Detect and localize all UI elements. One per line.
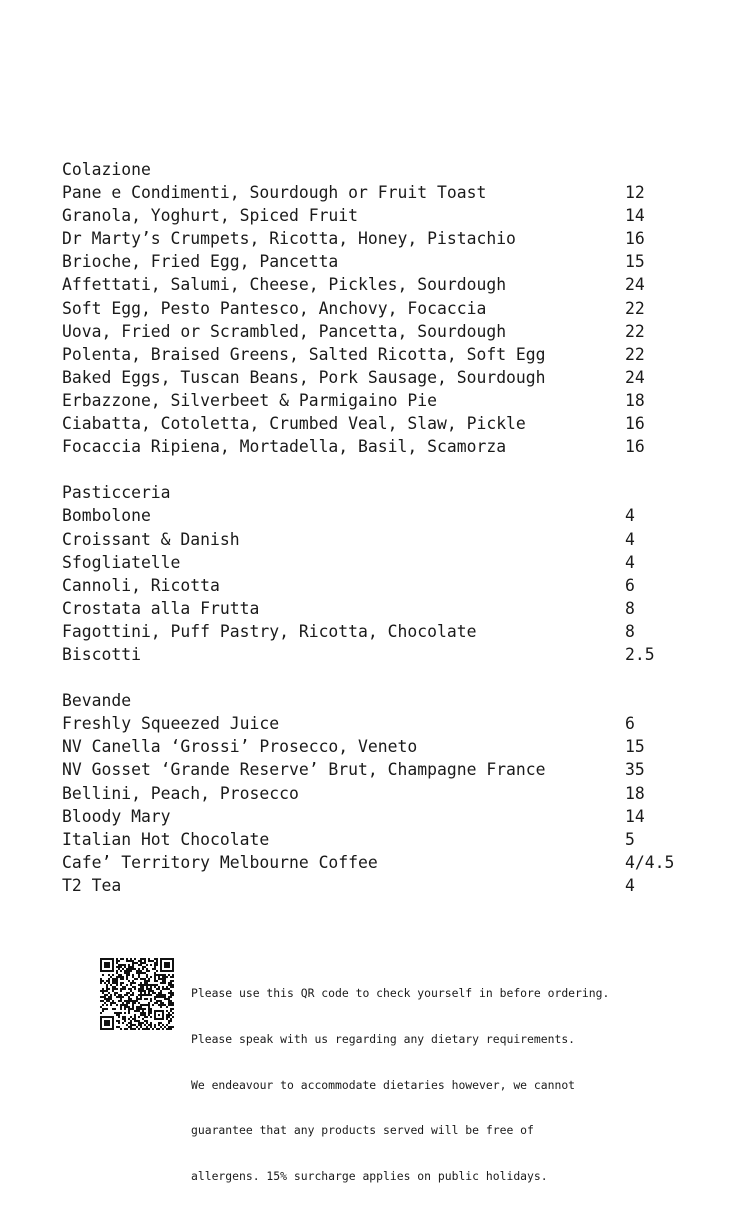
item-name: Brioche, Fried Egg, Pancetta (62, 252, 339, 272)
item-price: 22 (625, 344, 645, 364)
item-name: Dr Marty’s Crumpets, Ricotta, Honey, Pistachio (62, 229, 516, 249)
menu-item (62, 712, 702, 735)
section-title: Pasticceria (62, 483, 171, 503)
item-price: 8 (625, 621, 635, 641)
item-name: Bloody Mary (62, 806, 171, 826)
footer-line: guarantee that any products served will be free of (191, 1123, 534, 1138)
item-name: Erbazzone, Silverbeet & Parmigaino Pie (62, 390, 437, 410)
footer-line: allergens. 15% surcharge applies on public holidays. (191, 1168, 548, 1183)
menu-item (62, 204, 702, 227)
item-price: 4/4.5 (625, 852, 675, 872)
item-price: 22 (625, 298, 645, 318)
menu-item (62, 528, 702, 551)
menu-item (62, 782, 702, 805)
item-price: 24 (625, 275, 645, 295)
menu (62, 158, 702, 920)
item-price: 4 (625, 875, 635, 895)
item-price: 5 (625, 829, 635, 849)
menu-item (62, 297, 702, 320)
item-price: 6 (625, 575, 635, 595)
item-price: 6 (625, 714, 635, 734)
item-name: Biscotti (62, 644, 141, 664)
item-name: Ciabatta, Cotoletta, Crumbed Veal, Slaw, Pickle (62, 414, 526, 434)
section-colazione (62, 158, 702, 458)
menu-item (62, 366, 702, 389)
item-name: Bellini, Peach, Prosecco (62, 783, 299, 803)
item-name: Affettati, Salumi, Cheese, Pickles, Sourdough (62, 275, 507, 295)
item-price: 4 (625, 529, 635, 549)
item-name: Pane e Condimenti, Sourdough or Fruit Toast (62, 183, 487, 203)
section-bevande (62, 689, 702, 897)
menu-item (62, 320, 702, 343)
item-name: T2 Tea (62, 875, 122, 895)
footer-note (191, 956, 711, 1214)
item-price: 15 (625, 252, 645, 272)
item-price: 4 (625, 506, 635, 526)
menu-item (62, 504, 702, 527)
item-price: 18 (625, 783, 645, 803)
menu-item (62, 435, 702, 458)
menu-item (62, 574, 702, 597)
item-name: Fagottini, Puff Pastry, Ricotta, Chocolate (62, 621, 477, 641)
item-name: Crostata alla Frutta (62, 598, 260, 618)
item-price: 15 (625, 737, 645, 757)
footer-line: Please speak with us regarding any dietary requirements. (191, 1032, 576, 1046)
item-price: 12 (625, 183, 645, 203)
item-name: Soft Egg, Pesto Pantesco, Anchovy, Focaccia (62, 298, 487, 318)
menu-item (62, 828, 702, 851)
item-name: Cafe’ Territory Melbourne Coffee (62, 852, 378, 872)
section-title: Colazione (62, 160, 151, 179)
menu-item (62, 851, 702, 874)
menu-item (62, 273, 702, 296)
item-price: 24 (625, 367, 645, 387)
qr-code-icon[interactable] (100, 958, 174, 1030)
footer (100, 956, 700, 1183)
item-price: 22 (625, 321, 645, 341)
menu-item (62, 343, 702, 366)
item-name: NV Canella ‘Grossi’ Prosecco, Veneto (62, 737, 418, 757)
item-name: Polenta, Braised Greens, Salted Ricotta, Soft Egg (62, 344, 546, 364)
item-name: Focaccia Ripiena, Mortadella, Basil, Scamorza (62, 437, 507, 457)
menu-item (62, 551, 702, 574)
item-price: 35 (625, 760, 645, 780)
menu-item (62, 620, 702, 643)
item-name: Freshly Squeezed Juice (62, 714, 280, 734)
section-pasticceria (62, 481, 702, 666)
menu-item (62, 412, 702, 435)
item-name: NV Gosset ‘Grande Reserve’ Brut, Champagne France (62, 760, 546, 780)
item-name: Uova, Fried or Scrambled, Pancetta, Sourdough (62, 321, 507, 341)
item-name: Bombolone (62, 506, 151, 526)
item-price: 16 (625, 229, 645, 249)
item-name: Italian Hot Chocolate (62, 829, 270, 849)
item-price: 4 (625, 552, 635, 572)
footer-line: Please use this QR code to check yourself in before ordering. (191, 986, 610, 1001)
menu-item (62, 735, 702, 758)
section-title: Bevande (62, 691, 132, 711)
menu-item (62, 389, 702, 412)
item-name: Baked Eggs, Tuscan Beans, Pork Sausage, Sourdough (62, 367, 546, 387)
item-price: 8 (625, 598, 635, 618)
item-price: 16 (625, 414, 645, 434)
item-name: Granola, Yoghurt, Spiced Fruit (62, 206, 359, 226)
menu-item (62, 181, 702, 204)
item-name: Cannoli, Ricotta (62, 575, 220, 595)
item-price: 14 (625, 806, 645, 826)
menu-item (62, 597, 702, 620)
item-price: 2.5 (625, 644, 655, 664)
menu-item (62, 227, 702, 250)
menu-item (62, 643, 702, 666)
menu-item (62, 874, 702, 897)
item-price: 16 (625, 437, 645, 457)
item-price: 14 (625, 206, 645, 226)
footer-line: We endeavour to accommodate dietaries however, we cannot (191, 1077, 576, 1092)
item-name: Croissant & Danish (62, 529, 240, 549)
item-name: Sfogliatelle (62, 552, 181, 572)
menu-item (62, 250, 702, 273)
menu-item (62, 805, 702, 828)
menu-item (62, 758, 702, 781)
item-price: 18 (625, 390, 645, 410)
